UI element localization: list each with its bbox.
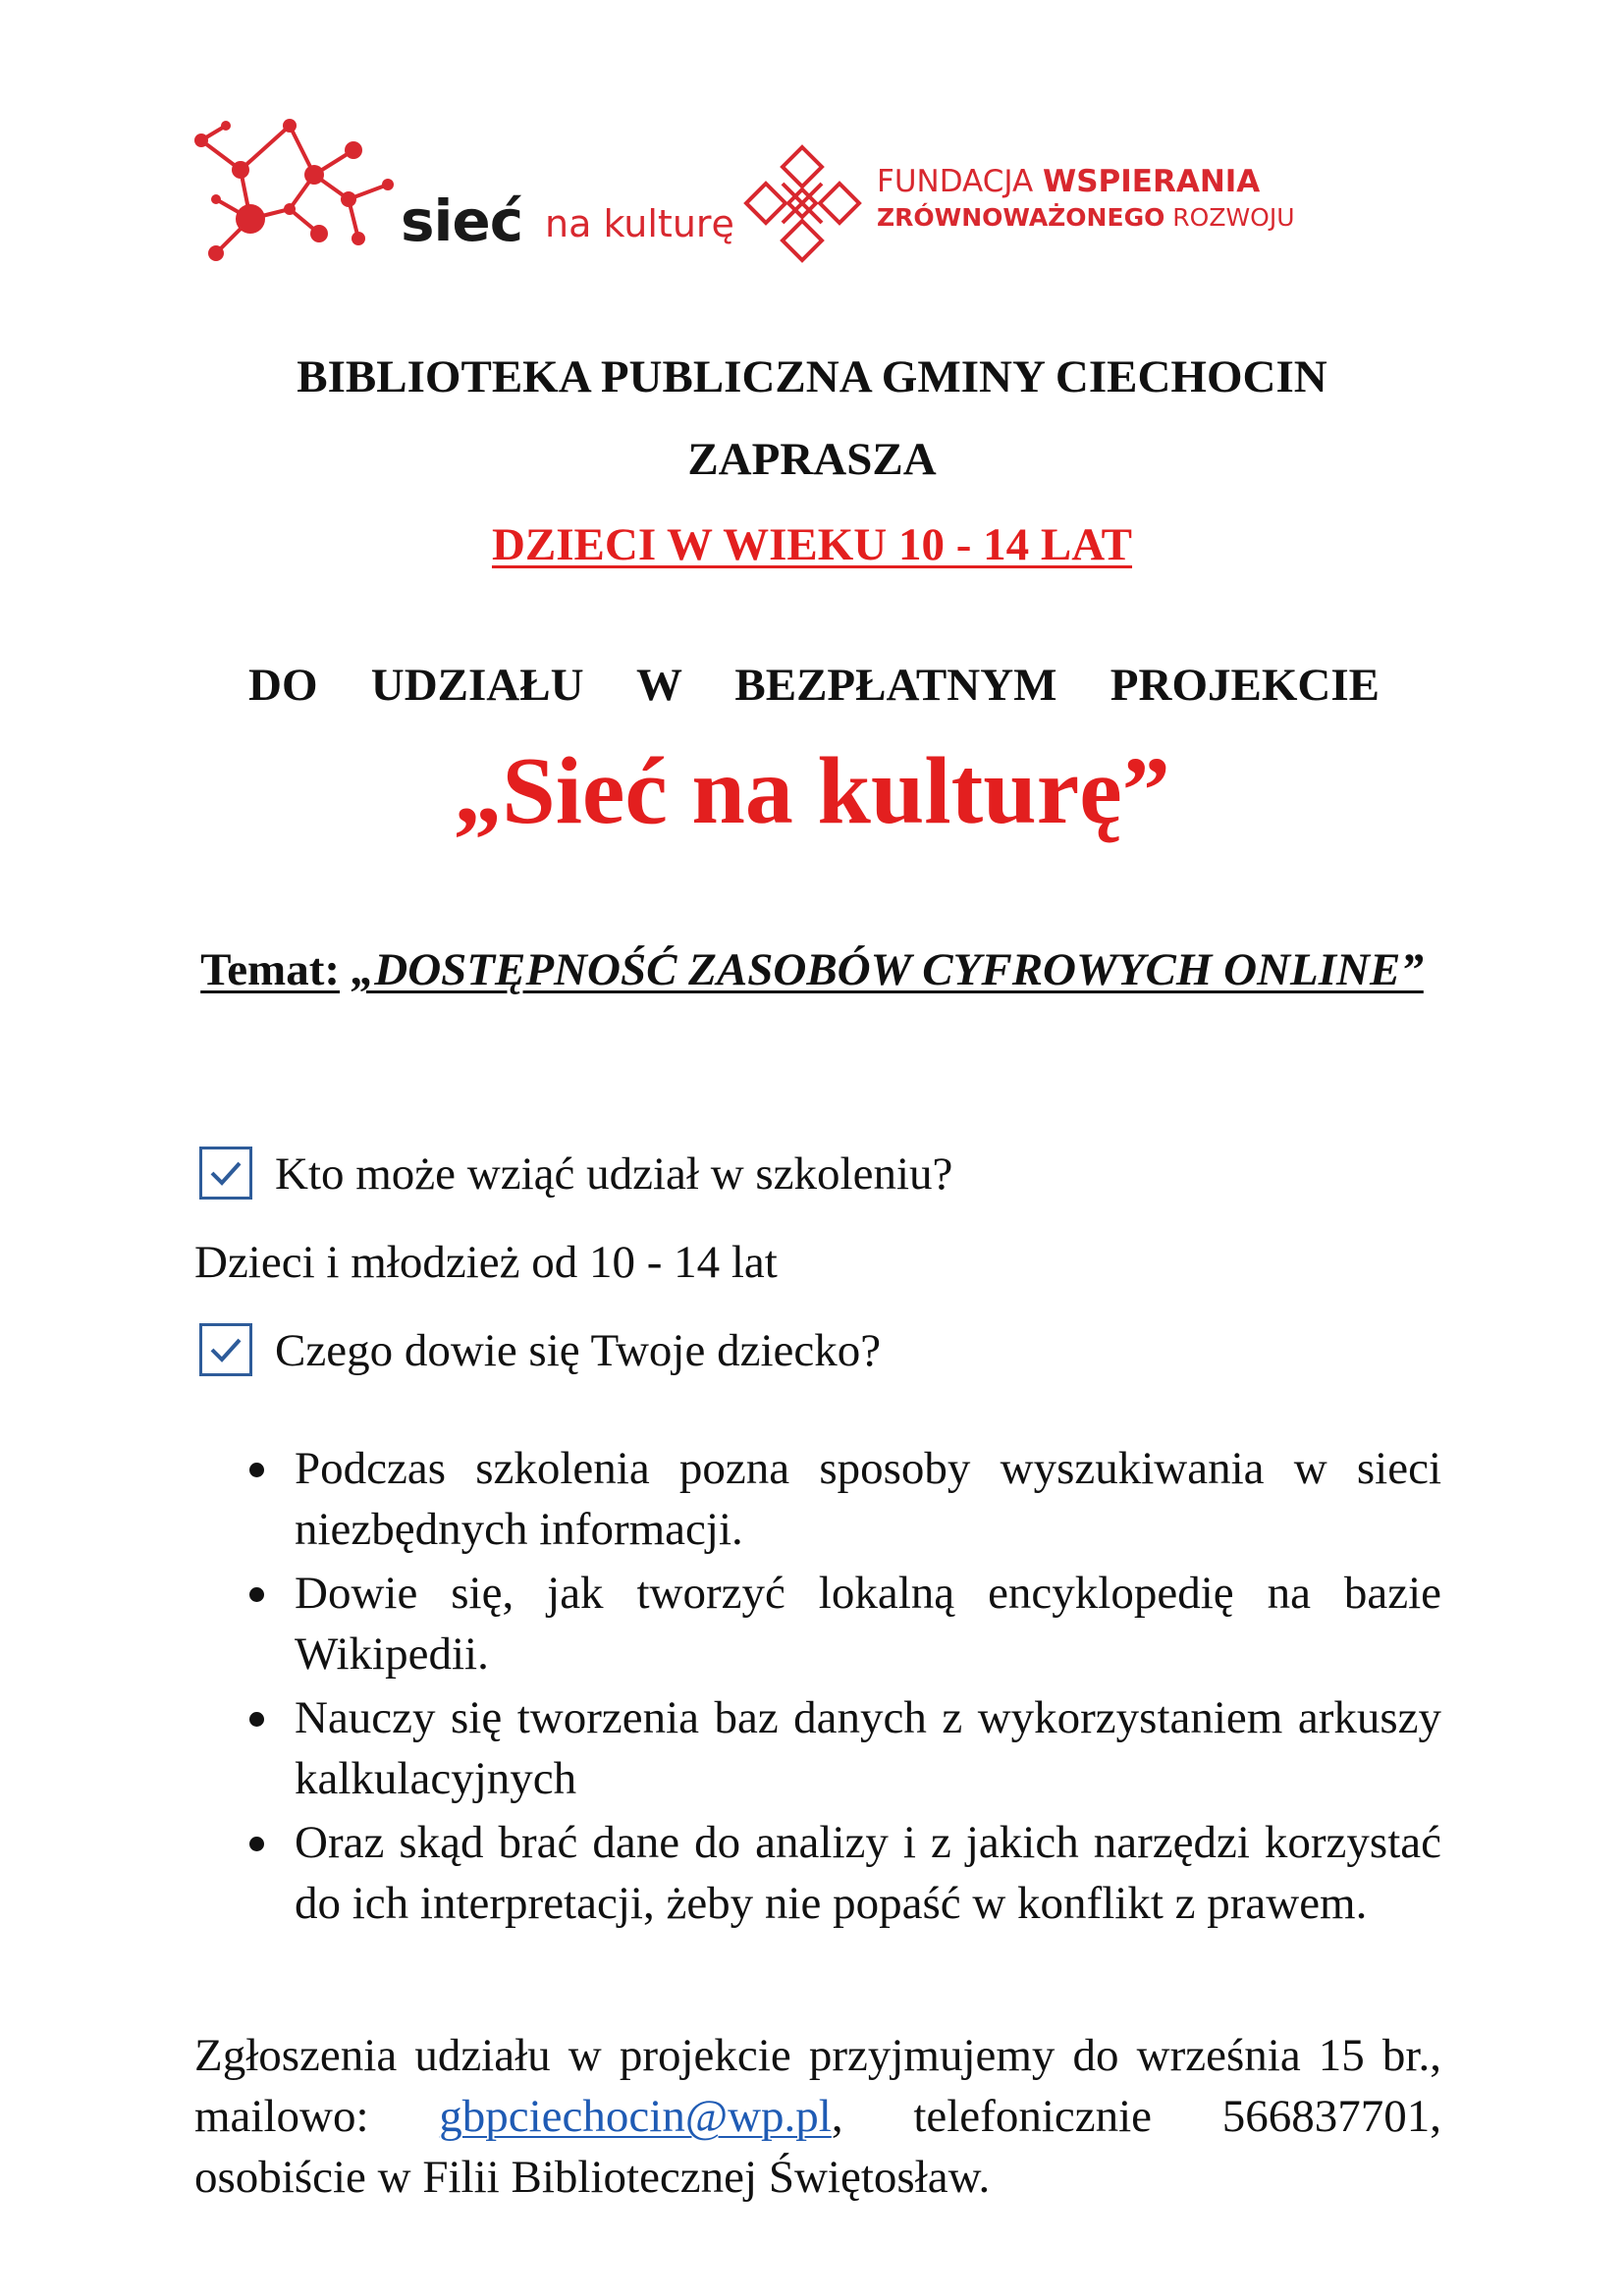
bullet-icon [249,1712,264,1727]
fundacja-name-line2 [877,203,1295,232]
fundacja-name-line1 [877,164,1260,199]
registration-text-2: , telefonicznie 566837701, osobiście w Filii Bibliotecznej Świętosław. [194,2091,1441,2203]
fundacja-word-1: FUNDACJA [877,164,1044,199]
list-item [245,1687,1441,1809]
benefits-list [245,1438,1441,1937]
registration-text-1: Zgłoszenia udziału w projekcie przyjmujemy do września 15 br., mailowo: [194,2030,1441,2142]
bullet-icon [249,1587,264,1602]
fundacja-word-3: ZRÓWNOWAŻONEGO [877,203,1165,232]
logo-word-na-kulture: na kulturę [545,202,734,245]
flower-knot-icon [741,142,864,265]
question-2: Czego dowie się Twoje dziecko? [275,1325,882,1376]
header-line-2: ZAPRASZA [687,434,937,485]
fundacja-word-4: ROZWOJU [1164,203,1295,232]
list-item [245,1438,1441,1560]
bullet-icon [249,1837,264,1851]
project-intro: DO UDZIAŁU W BEZPŁATNYM PROJEKCIE [248,660,1380,711]
list-item [245,1563,1441,1684]
network-nodes-icon [191,116,417,263]
topic [196,939,1428,1000]
fundacja-word-2: WSPIERANIA [1043,164,1261,199]
list-item [245,1812,1441,1934]
email-link[interactable]: gbpciechocin@wp.pl [439,2091,832,2142]
header-line-1: BIBLIOTEKA PUBLICZNA GMINY CIECHOCIN [297,351,1327,402]
age-text: DZIECI W WIEKU 10 - 14 LAT [491,519,1133,570]
fundacja-logo [741,142,1295,270]
header-age-line [0,518,1624,571]
bullet-icon [249,1463,264,1477]
logo-word-siec: sieć [401,187,523,254]
list-item-text: Oraz skąd brać dane do analizy i z jakich narzędzi korzystać do ich interpretacji, żeby nie popaść w konflikt z prawem. [295,1817,1441,1929]
list-item-text: Nauczy się tworzenia baz danych z wykorzystaniem arkuszy kalkulacyjnych [295,1692,1441,1804]
list-item-text: Dowie się, jak tworzyć lokalną encyklopedię na bazie Wikipedii. [295,1568,1441,1680]
list-item-text: Podczas szkolenia pozna sposoby wyszukiwania w sieci niezbędnych informacji. [295,1443,1441,1555]
project-title: „Sieć na kulturę” [454,738,1170,844]
answer-1: Dzieci i młodzież od 10 - 14 lat [194,1237,778,1288]
checkbox-checked-icon [199,1323,252,1376]
siec-na-kulture-logo [191,116,751,273]
registration-info [194,2025,1441,2208]
topic-label: Temat: [200,944,341,995]
question-1: Kto może wziąć udział w szkoleniu? [275,1148,953,1200]
topic-text: „DOSTĘPNOŚĆ ZASOBÓW CYFROWYCH ONLINE” [351,944,1424,995]
checkbox-checked-icon [199,1147,252,1200]
